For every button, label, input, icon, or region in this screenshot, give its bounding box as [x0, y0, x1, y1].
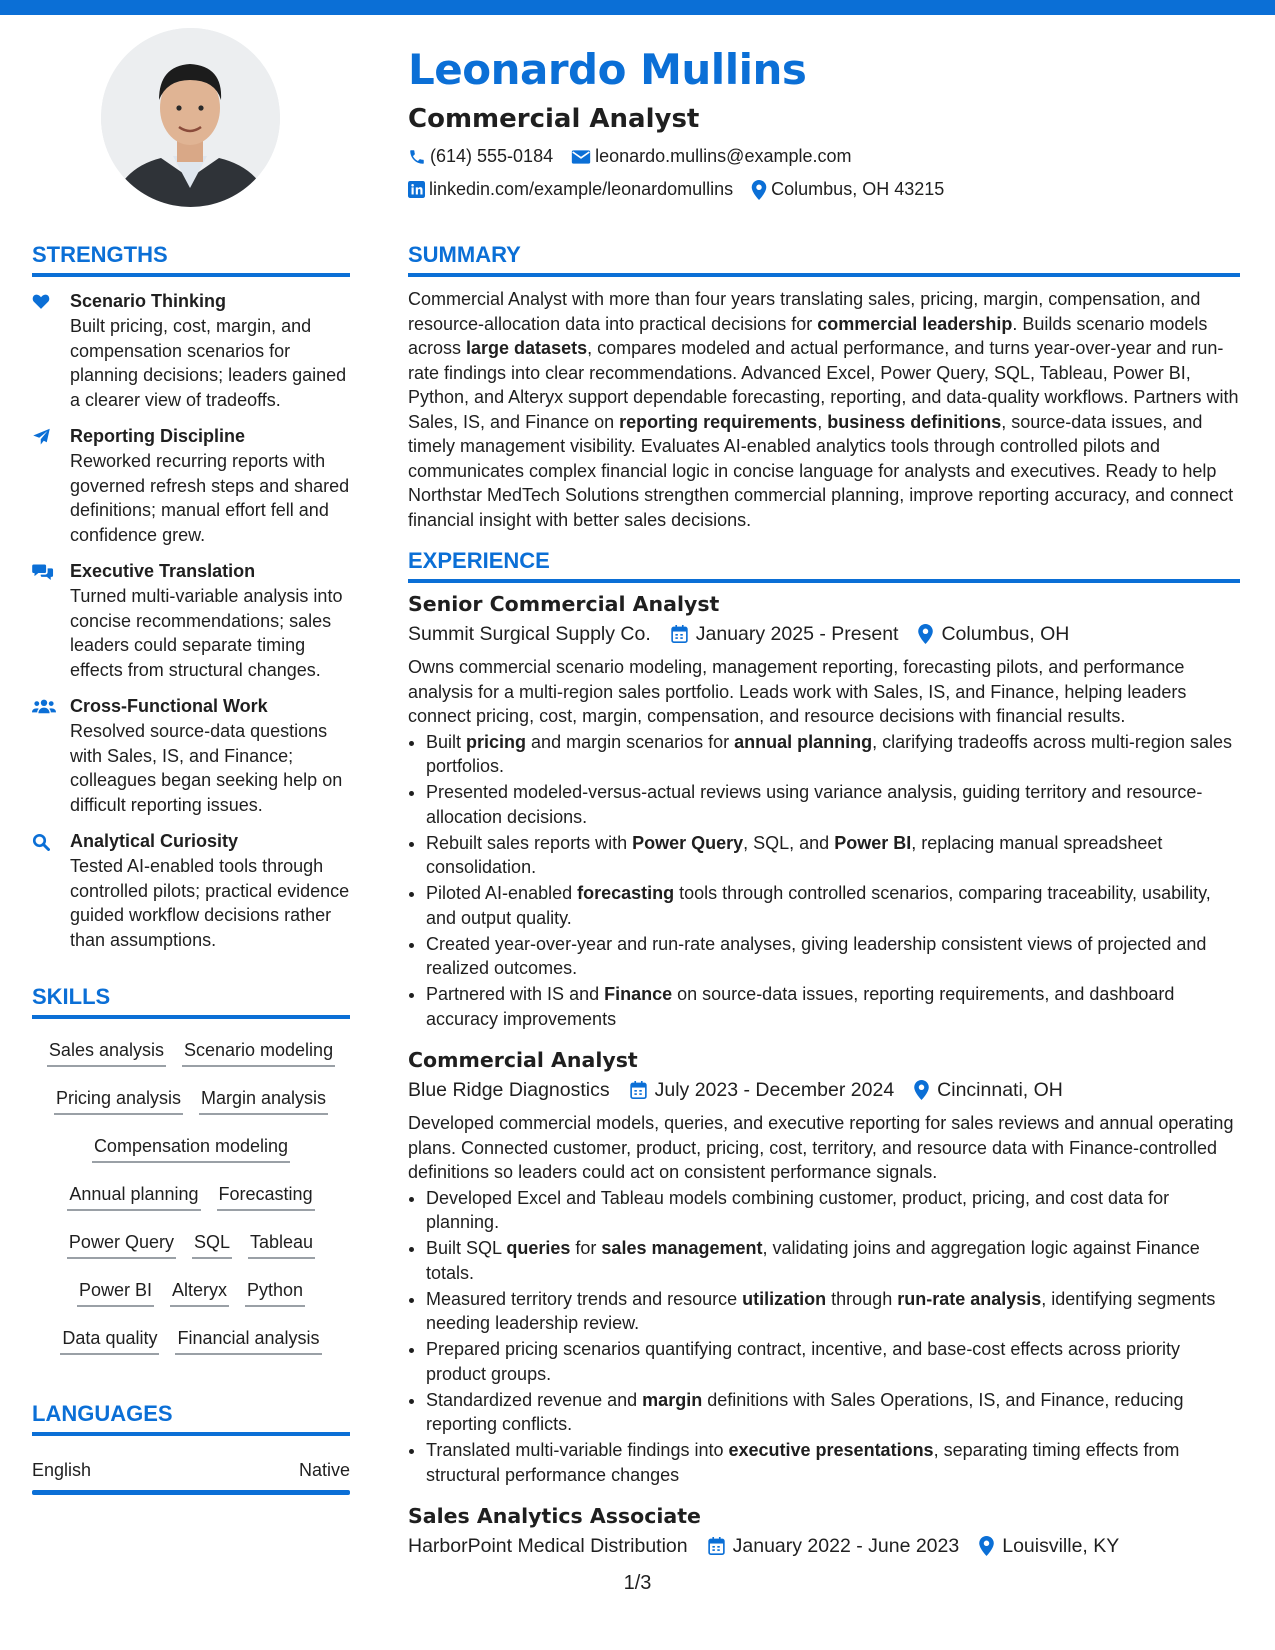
location-contact: Columbus, OH 43215 — [751, 179, 944, 200]
left-column — [32, 240, 350, 1495]
strength-item — [32, 424, 350, 547]
linkedin-contact[interactable]: linkedin.com/example/leonardomullins — [408, 179, 733, 200]
candidate-name: Leonardo Mullins — [408, 45, 807, 94]
job-description: Owns commercial scenario modeling, management reporting, forecasting pilots, and performance analysis for a multi-region sales portfolio. Leads work with Sales, IS, and Finance, helping leaders connect pricing, cost, margin, compensation, and resource decisions with financial results. — [408, 657, 1187, 726]
skill-tag: Pricing analysis — [54, 1083, 183, 1115]
job-bullet: • Presented modeled-versus-actual reviews using variance analysis, guiding territory and resource-allocation decisions. — [426, 780, 1240, 829]
skill-tag: Financial analysis — [175, 1323, 321, 1355]
top-accent-bar — [0, 0, 1275, 15]
job-title: Senior Commercial Analyst — [408, 592, 720, 616]
job-company: Summit Surgical Supply Co. — [408, 623, 651, 645]
skill-tag: Sales analysis — [47, 1035, 166, 1067]
job-bullet: • Partnered with IS and Finance on source-data issues, reporting requirements, and dashboard accuracy improvements — [426, 982, 1240, 1031]
calendar-icon — [630, 1081, 647, 1099]
job-location: Louisville, KY — [979, 1531, 1119, 1561]
phone-contact: (614) 555-0184 — [408, 146, 553, 167]
experience-list — [408, 589, 1240, 1561]
strengths-heading: STRENGTHS — [32, 240, 350, 277]
strengths-list — [32, 289, 350, 952]
skill-tag: Data quality — [60, 1323, 159, 1355]
strength-title: Analytical Curiosity — [70, 831, 239, 851]
job-meta — [408, 1075, 1240, 1105]
heart-icon — [32, 293, 50, 309]
language-level-bar — [32, 1490, 350, 1495]
right-column — [408, 240, 1240, 1561]
experience-heading: EXPERIENCE — [408, 546, 1240, 583]
paper-plane-icon — [32, 428, 51, 446]
skill-tag: Tableau — [248, 1227, 315, 1259]
strength-text: Turned multi-variable analysis into concise recommendations; sales leaders could separate timing effects from structural changes. — [70, 586, 343, 680]
contact-row-1 — [408, 140, 1238, 173]
job-bullets — [408, 1186, 1240, 1488]
job-meta — [408, 619, 1240, 649]
summary-heading: SUMMARY — [408, 240, 1240, 277]
contact-row-2 — [408, 173, 1238, 206]
job-bullet: • Translated multi-variable findings into executive presentations, separating timing effects from structural performance changes — [426, 1438, 1240, 1487]
job-bullet: • Standardized revenue and margin definitions with Sales Operations, IS, and Finance, reducing reporting conflicts. — [426, 1388, 1240, 1437]
language-name: English — [32, 1460, 92, 1480]
strength-title: Reporting Discipline — [70, 426, 246, 446]
strength-text: Tested AI-enabled tools through controlled pilots; practical evidence guided workflow decisions rather than assumptions. — [70, 856, 350, 950]
calendar-icon — [708, 1537, 725, 1555]
skill-tag: Alteryx — [170, 1275, 229, 1307]
job-bullet: • Created year-over-year and run-rate analyses, giving leadership consistent views of projected and realized outcomes. — [426, 932, 1240, 981]
skill-tag: Compensation modeling — [92, 1131, 290, 1163]
languages-heading: LANGUAGES — [32, 1399, 350, 1436]
users-icon — [32, 698, 56, 714]
language-row — [32, 1458, 350, 1482]
skill-tag: Forecasting — [217, 1179, 315, 1211]
page-number: 1/3 — [623, 1572, 652, 1594]
skill-tag: SQL — [192, 1227, 232, 1259]
job-bullet: • Built SQL queries for sales management, validating joins and aggregation logic against Finance totals. — [426, 1236, 1240, 1285]
strength-item — [32, 829, 350, 952]
search-icon — [32, 833, 50, 851]
job-dates: January 2022 - June 2023 — [708, 1531, 960, 1561]
strength-text: Built pricing, cost, margin, and compensation scenarios for planning decisions; leaders gained a clearer view of tradeoffs. — [70, 316, 347, 410]
map-pin-icon — [979, 1536, 994, 1556]
strength-title: Scenario Thinking — [70, 291, 227, 311]
job-title: Commercial Analyst — [408, 1048, 638, 1072]
map-pin-icon — [914, 1080, 929, 1100]
job-entry — [408, 1045, 1240, 1487]
job-entry — [408, 589, 1240, 1031]
job-meta — [408, 1531, 1240, 1561]
skill-tag: Scenario modeling — [182, 1035, 335, 1067]
job-entry — [408, 1501, 1240, 1561]
strength-item — [32, 289, 350, 412]
skill-tag: Python — [245, 1275, 305, 1307]
linkedin-icon — [408, 181, 425, 198]
strength-title: Cross-Functional Work — [70, 696, 268, 716]
resume-header — [408, 40, 1238, 206]
job-bullet: • Prepared pricing scenarios quantifying contract, incentive, and base-cost effects across priority product groups. — [426, 1337, 1240, 1386]
candidate-title: Commercial Analyst — [408, 104, 700, 134]
job-location: Cincinnati, OH — [914, 1075, 1063, 1105]
envelope-icon — [571, 149, 591, 165]
map-pin-icon — [751, 180, 767, 200]
job-company: HarborPoint Medical Distribution — [408, 1535, 688, 1557]
phone-icon — [408, 148, 426, 166]
job-bullet: • Developed Excel and Tableau models combining customer, product, pricing, and cost data for planning. — [426, 1186, 1240, 1235]
skill-tag: Annual planning — [67, 1179, 200, 1211]
strength-text: Resolved source-data questions with Sales, IS, and Finance; colleagues began seeking help on difficult reporting issues. — [70, 721, 343, 815]
calendar-icon — [671, 625, 688, 643]
map-pin-icon — [918, 624, 933, 644]
job-bullet: • Piloted AI-enabled forecasting tools through controlled scenarios, comparing traceability, usability, and output quality. — [426, 881, 1240, 930]
strength-title: Executive Translation — [70, 561, 256, 581]
skill-tag: Margin analysis — [199, 1083, 328, 1115]
job-company: Blue Ridge Diagnostics — [408, 1079, 610, 1101]
language-level: Native — [298, 1460, 350, 1480]
strength-item — [32, 694, 350, 817]
job-dates: July 2023 - December 2024 — [630, 1075, 895, 1105]
strength-item — [32, 559, 350, 682]
profile-photo — [101, 28, 280, 207]
job-description: Developed commercial models, queries, and executive reporting for sales reviews and annual operating plans. Connected customer, product, pricing, cost, territory, and resource data with Finance-controlled definitions so leaders could act on consistent performance signals. — [408, 1113, 1234, 1182]
skills-list — [32, 1019, 350, 1365]
job-location: Columbus, OH — [918, 619, 1069, 649]
job-bullet: • Measured territory trends and resource utilization through run-rate analysis, identifying segments needing leadership review. — [426, 1287, 1240, 1336]
summary-text: Commercial Analyst with more than four years translating sales, pricing, margin, compensation, and resource-allocation data into practical decisions for commercial leadership. Builds scenario models across large datasets, compares modeled and actual performance, and turns year-over-year and run-rate findings into clear recommendations. Advanced Excel, Power Query, SQL, Tableau, Power BI, Python, and Alteryx support dependable forecasting, reporting, and data-quality workflows. Partners with Sales, IS, and Finance on reporting requirements, business definitions, source-data issues, and timely management visibility. Evaluates AI-enabled analytics tools through controlled pilots and communicates complex financial logic in concise language for analysts and executives. Ready to help Northstar MedTech Solutions strengthen commercial planning, improve reporting accuracy, and connect financial insight with better sales decisions. — [408, 289, 1239, 530]
skill-tag: Power BI — [77, 1275, 154, 1307]
job-bullets — [408, 730, 1240, 1032]
strength-text: Reworked recurring reports with governed refresh steps and shared definitions; manual effort fell and confidence grew. — [70, 451, 350, 545]
job-dates: January 2025 - Present — [671, 619, 899, 649]
skill-tag: Power Query — [67, 1227, 176, 1259]
job-bullet: • Rebuilt sales reports with Power Query, SQL, and Power BI, replacing manual spreadsheet consolidation. — [426, 831, 1240, 880]
email-contact[interactable]: leonardo.mullins@example.com — [571, 146, 851, 167]
skills-heading: SKILLS — [32, 982, 350, 1019]
job-title: Sales Analytics Associate — [408, 1504, 701, 1528]
job-bullet: • Built pricing and margin scenarios for annual planning, clarifying tradeoffs across multi-region sales portfolios. — [426, 730, 1240, 779]
comments-icon — [32, 563, 54, 580]
